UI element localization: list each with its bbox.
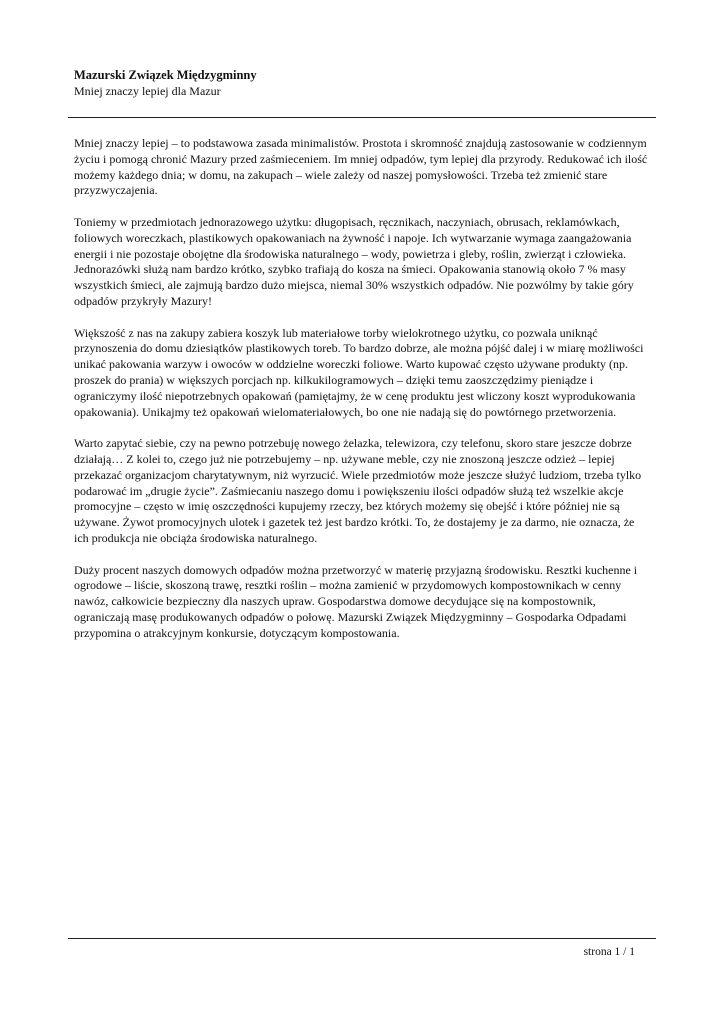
paragraph-minimalism: Mniej znaczy lepiej – to podstawowa zasada minimalistów. Prostota i skromność znajdują zastosowanie w codziennym życiu i pomogą chronić Mazury przed zaśmieceniem. Im mniej odpadów, tym lepiej dla przyrody. Redukować ich ilość możemy każdego dnia; w domu, na zakupach – wiele zależy od naszej pomysłowości. Trzeba też zmienić stare przyzwyczajenia.: [74, 136, 648, 198]
document-header: [74, 67, 644, 99]
document-body: [74, 136, 649, 657]
header-divider: [68, 117, 656, 118]
paragraph-shopping: Większość z nas na zakupy zabiera koszyk lub materiałowe torby wielokrotnego użytku, co pozwala uniknąć przynoszenia do domu dziesiątków plastikowych toreb. To bardzo dobrze, ale można pójść dalej i w miarę możliwości unikać pakowania warzyw i owoców w oddzielne woreczki foliowe. Warto kupować często używane produkty (np. proszek do prania) w większych porcjach np. kilkukilogramowych – dzięki temu zaoszczędzimy pieniądze i ograniczymy ilość niepotrzebnych opakowań (pamiętajmy, że w cenę produktu jest wliczony koszt wyprodukowania opakowania). Unikajmy też opakowań wielomateriałowych, bo one nie nadają się do powtórnego przetworzenia.: [74, 325, 644, 419]
paragraph-reuse: Warto zapytać siebie, czy na pewno potrzebuję nowego żelazka, telewizora, czy telefonu, skoro stare jeszcze dobrze działają… Z kolei to, czego już nie potrzebujemy – np. używane meble, czy nie znoszoną jeszcze odzież – lepiej przekazać organizacjom charytatywnym, niż wyrzucić. Wiele przedmiotów może jeszcze służyć ludziom, trzeba tylko podarować im „drugie życie”. Zaśmiecaniu naszego domu i powiększeniu ilości odpadów służą też wszelkie akcje promocyjne – często w imię oszczędności kupujemy rzeczy, bez których możemy się obejść i które później nie są używane. Żywot promocyjnych ulotek i gazetek też jest bardzo krótki. To, że dostajemy je za darmo, nie oznacza, że ich produkcja nie obciąża środowiska naturalnego.: [74, 436, 642, 545]
paragraph-composting: Duży procent naszych domowych odpadów można przetworzyć w materię przyjazną środowisku. Resztki kuchenne i ogrodowe – liście, skoszoną trawę, resztki roślin – można zamienić w przydomowych kompostownikach w cenny nawóz, całkowicie bezpieczny dla naszych upraw. Gospodarstwa domowe decydujące się na kompostownik, ograniczają masę produkowanych odpadów o połowę. Mazurski Związek Międzygminny – Gospodarka Odpadami przypomina o atrakcyjnym konkursie, dotyczącym kompostowania.: [74, 562, 638, 640]
page-number: strona 1 / 1: [583, 946, 635, 958]
footer-divider: [68, 938, 656, 939]
paragraph-disposables: Toniemy w przedmiotach jednorazowego użytku: długopisach, ręcznikach, naczyniach, obrusach, reklamówkach, foliowych woreczkach, plastikowych opakowaniach na żywność i napoje. Ich wytwarzanie wymaga zaangażowania energii i nie pozostaje obojętne dla środowiska naturalnego – wody, powietrza i gleby, roślin, zwierząt i człowieka. Jednorazówki służą nam bardzo krótko, szybko trafiają do kosza na śmieci. Opakowania stanowią około 7 % masy wszystkich śmieci, ale zajmują bardzo dużo miejsca, niemal 30% wszystkich odpadów. Nie pozwólmy by takie góry odpadów przykryły Mazury!: [74, 214, 634, 308]
document-subtitle: Mniej znaczy lepiej dla Mazur: [74, 84, 221, 98]
document-title: Mazurski Związek Międzygminny: [74, 68, 257, 82]
